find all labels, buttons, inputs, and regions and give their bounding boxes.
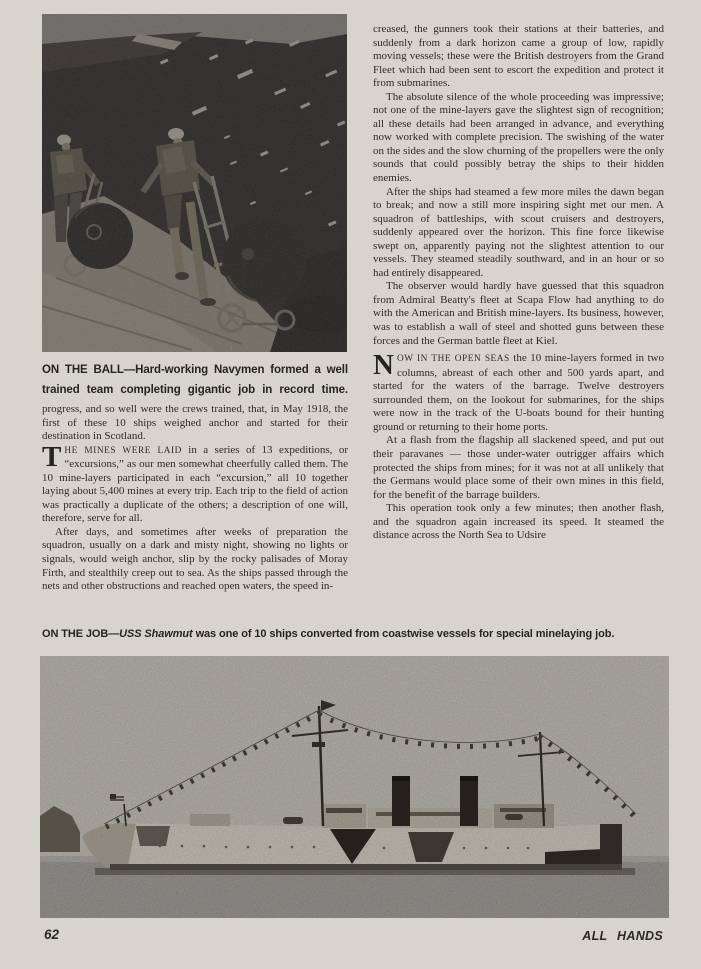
paragraph-creased: creased, the gunners took their stations at their batteries, and suddenly from a dark horizon came a group of low, rapidly moving vessels; these were the British destroyers from the Grand Fleet which had been sent to escort the expedition and protect it from submarines. [373,23,664,90]
right-column [373,23,664,543]
paragraph-after-ships: After the ships had steamed a few more miles the dawn began to break; and now a still more inspiring sight met our men. A squadron of battleships, with scout cruisers and destroyers, suddenly appeared over the horizon. This fine force likewise swept on, apparently paying not the slightest attention to our vessels. They steamed steadily southward, and in an hour or so had entirely disappeared. [373,185,664,279]
uss-shawmut-photo-art [40,656,669,918]
paragraph-text: in a series of 13 expeditions, or “excursions,” as our men somewhat cheerfully called them. The 10 mine-layers participated in each “excursion,” all 10 together laying about 5,400 mines at every trip. Each trip to the field of action was practically a duplicate of the others; a description of one will, therefore, serve for all. [42,443,348,525]
magazine-title: ALL HANDS [582,929,663,943]
uss-shawmut-photo [40,656,669,918]
paragraph-text: the 10 mine-layers formed in two columns, abreast of each other and 500 yards apart, and started for the waters of the barrage. Twelve destroyers surrounded them, on the lookout for submarines, for the ships were now in the track of the U-boats bound for their hunting ground or returning to their home ports. [373,352,665,433]
small-caps-lead: HE MINES WERE LAID [64,445,182,456]
mine-cart-photo-art [42,14,347,352]
paragraph-observer: The observer would hardly have guessed that this squadron from Admiral Beatty's fleet at Scapa Flow had anything to do with the American and British mine-layers. Its business, however, was to establish a wall of steel and shotted guns between these forces and the German battle fleet at Kiel. [373,280,664,347]
paragraph-open-seas [373,349,665,434]
page-number: 62 [44,927,60,942]
caption-prefix: ON THE JOB— [42,628,120,640]
drop-cap-T: T [42,440,62,473]
drop-cap-N: N [373,349,394,382]
paragraph-silence: The absolute silence of the whole proceeding was impressive; not one of the mine-layers gave the slightest sign of recognition; all these details had been arranged in advance, and everything now worked with complete precision. The swishing of the water on the sides and the slow churning of the propellers were the only sounds that could possibly betray the ships to their hidden enemies. [373,90,664,185]
mine-cart-photo [42,14,347,352]
small-caps-lead: OW IN THE OPEN SEAS [396,354,510,365]
ship-photo-caption [42,627,666,641]
paragraph-after-days: After days, and sometimes after weeks of preparation the squadron, usually on a dark and misty night, showing no lights or signals, would weigh anchor, slip by the rocky palisades of Moray Firth, and stealthily creep out to sea. As the ships passed through the nets and other obstructions and reached open waters, the speed in- [42,525,348,593]
caption-rest: was one of 10 ships converted from coastwise vessels for special minelaying job. [192,628,615,640]
top-photo-caption: ON THE BALL—Hard-working Navymen formed a well trained team completing gigantic job in record time. [42,364,348,396]
paragraph-mines-laid [42,440,348,526]
left-column [42,403,348,594]
paragraph-progress: progress, and so well were the crews trained, that, in May 1918, the first of these 10 ships weighed anchor and started for their destination in Scotland. [42,403,348,443]
paragraph-flash: At a flash from the flagship all slackened speed, and put out their paravanes — those under-water outrigger affairs which protected the ships from mines; for it was not at all unlikely that the Germans would place some of their own mines in this field, for the benefit of the barrage builders. [373,434,664,501]
paragraph-operation: This operation took only a few minutes; then another flash, and the squadron again increased its speed. It steamed the distance across the North Sea to Udsire [373,502,664,542]
caption-ship-name: USS Shawmut [119,628,193,640]
